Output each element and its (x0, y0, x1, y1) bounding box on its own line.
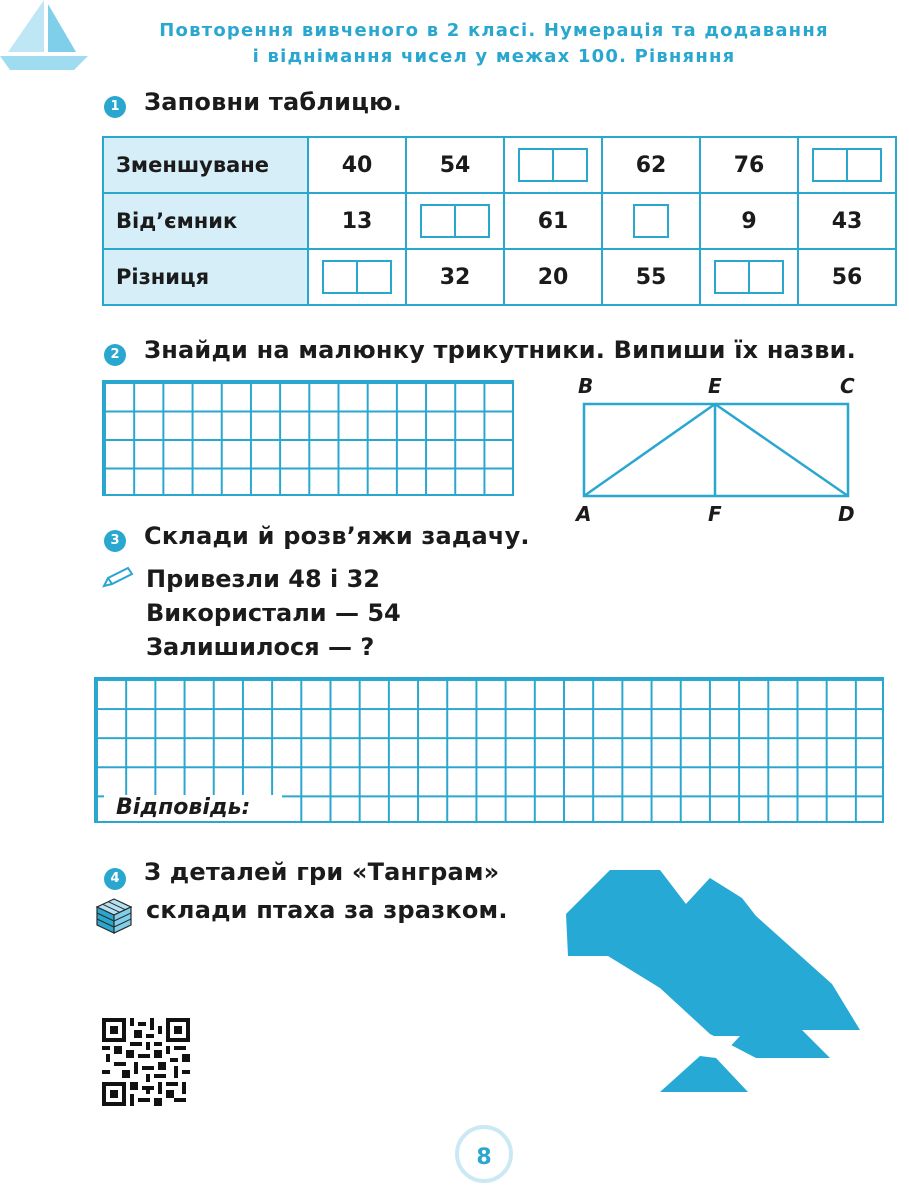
answer-cell[interactable] (700, 249, 798, 305)
cube-icon (94, 896, 134, 936)
problem-line-2: Використали — 54 (146, 599, 401, 627)
task-number-2: 2 (104, 344, 126, 366)
table-row-minuend (103, 137, 896, 193)
table-cell: 40 (308, 137, 406, 193)
table-cell: 9 (700, 193, 798, 249)
table-cell: 61 (504, 193, 602, 249)
header-line-1: Повторення вивченого в 2 класі. Нумерація та додавання (159, 20, 829, 41)
task1-instruction: Заповни таблицю. (144, 88, 402, 116)
row-label: Від’ємник (103, 193, 308, 249)
subtraction-table (102, 136, 897, 306)
point-label-f: F (708, 502, 722, 526)
page-number: 8 (455, 1125, 513, 1183)
writing-grid-triangles[interactable] (102, 380, 514, 496)
point-label-d: D (838, 502, 855, 526)
point-label-a: A (576, 502, 592, 526)
table-row-subtrahend (103, 193, 896, 249)
qr-code[interactable] (102, 1018, 190, 1106)
row-label: Різниця (103, 249, 308, 305)
table-cell: 54 (406, 137, 504, 193)
table-cell: 62 (602, 137, 700, 193)
answer-cell[interactable] (504, 137, 602, 193)
task2-instruction: Знайди на малюнку трикутники. Випиши їх назви. (144, 336, 856, 364)
answer-box[interactable] (420, 204, 490, 238)
answer-box[interactable] (812, 148, 882, 182)
answer-box[interactable] (322, 260, 392, 294)
table-cell: 76 (700, 137, 798, 193)
answer-label: Відповідь: (104, 795, 282, 821)
answer-cell[interactable] (798, 137, 896, 193)
problem-line-1: Привезли 48 і 32 (146, 565, 380, 593)
table-cell: 13 (308, 193, 406, 249)
sailboat-icon (0, 0, 92, 70)
task3-problem (146, 562, 401, 664)
page-header (96, 18, 892, 70)
table-cell: 55 (602, 249, 700, 305)
pencil-icon (102, 566, 134, 588)
answer-cell[interactable] (406, 193, 504, 249)
answer-cell[interactable] (308, 249, 406, 305)
task-number-1: 1 (104, 96, 126, 118)
answer-box[interactable] (518, 148, 588, 182)
task-number-4: 4 (104, 868, 126, 890)
header-line-2: і віднімання чисел у межах 100. Рівняння (252, 46, 736, 67)
point-label-c: C (840, 374, 855, 398)
task4-line-1: З деталей гри «Танграм» (144, 858, 500, 886)
table-cell: 56 (798, 249, 896, 305)
table-row-difference (103, 249, 896, 305)
table-cell: 20 (504, 249, 602, 305)
table-cell: 43 (798, 193, 896, 249)
answer-box[interactable] (633, 204, 669, 238)
answer-cell[interactable] (602, 193, 700, 249)
tangram-bird-figure (560, 860, 870, 1110)
row-label: Зменшуване (103, 137, 308, 193)
problem-line-3: Залишилося — ? (146, 633, 375, 661)
task-number-3: 3 (104, 530, 126, 552)
point-label-e: E (708, 374, 722, 398)
point-label-b: B (578, 374, 594, 398)
answer-box[interactable] (714, 260, 784, 294)
table-cell: 32 (406, 249, 504, 305)
task3-instruction: Склади й розв’яжи задачу. (144, 522, 530, 550)
task4-line-2: склади птаха за зразком. (146, 896, 508, 924)
